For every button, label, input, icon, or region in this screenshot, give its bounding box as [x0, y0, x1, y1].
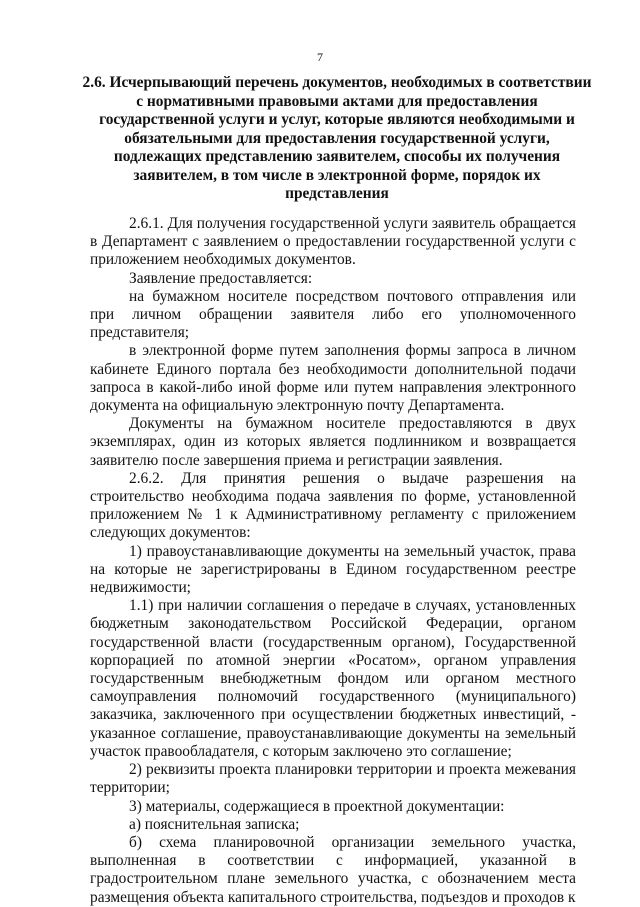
- paragraph: 2.6.1. Для получения государственной услуги заявитель обращается в Департамент с заявлением о предоставлении государственной услуги с приложением необходимых документов.: [90, 215, 576, 269]
- paragraph: на бумажном носителе посредством почтового отправления или при личном обращении заявителя либо его уполномоченного представителя;: [90, 287, 576, 342]
- paragraph: Заявление предоставляется:: [129, 269, 313, 287]
- paragraph: в электронной форме путем заполнения формы запроса в личном кабинете Единого портала без необходимости дополнительной подачи запроса в какой-либо иной форме или путем направления электронного документа на официальную электронную почту Департамента.: [90, 342, 576, 415]
- paragraph: 2) реквизиты проекта планировки территории и проекта межевания территории;: [90, 761, 576, 797]
- paragraph: 2.6.2. Для принятия решения о выдаче разрешения на строительство необходима подача заявления по форме, установленной приложением № 1 к Административному регламенту с приложением следующих документов:: [90, 469, 576, 542]
- paragraph: а) пояснительная записка;: [129, 815, 300, 833]
- paragraph: 1.1) при наличии соглашения о передаче в случаях, установленных бюджетным законодательством Российской Федерации, органом государственной власти (государственным органом), Государственной корпорацией по атомной энергии «Росатом», органом управления государственным внебюджетным фондом или органом местного самоуправления полномочий государственного (муниципального) заказчика, заключенного при осуществлении бюджетных инвестиций, - указанное соглашение, правоустанавливающие документы на земельный участок правообладателя, с которым заключено это соглашение;: [90, 597, 576, 760]
- paragraph: б) схема планировочной организации земельного участка, выполненная в соответствии с информацией, указанной в градостроительном плане земельного участка, с обозначением места размещения объекта капитального строительства, подъездов и проходов к: [90, 833, 576, 906]
- paragraph: 3) материалы, содержащиеся в проектной документации:: [129, 797, 505, 815]
- paragraph: 1) правоустанавливающие документы на земельный участок, права на которые не зарегистрированы в Едином государственном реестре недвижимости;: [90, 542, 576, 597]
- section-title: 2.6. Исчерпывающий перечень документов, необходимых в соответствии с нормативными правовыми актами для предоставления государственной услуги и услуг, которые являются необходимыми и обязательными для предоставления государственной услуги, подлежащих представлению заявителем, способы их получения заявителем, в том числе в электронной форме, порядок их представления: [82, 74, 592, 202]
- page-number: 7: [317, 50, 323, 64]
- paragraph: Документы на бумажном носителе предоставляются в двух экземплярах, один из которых является подлинником и возвращается заявителю после завершения приема и регистрации заявления.: [90, 415, 576, 469]
- document-body: [90, 215, 576, 907]
